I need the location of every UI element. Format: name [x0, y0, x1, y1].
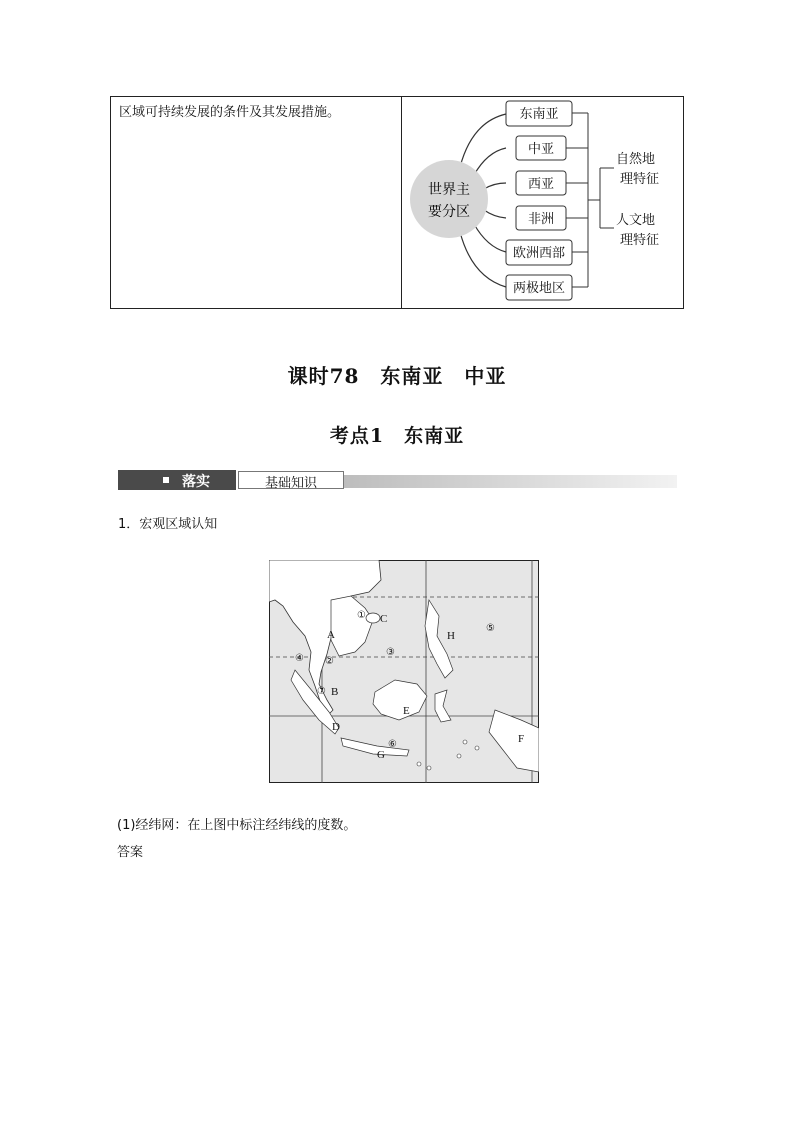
- region-central-asia: 中亚: [527, 141, 555, 156]
- map-number-7: ⑦: [317, 686, 326, 697]
- region-west-asia: 西亚: [527, 176, 555, 191]
- feature-human-1: 人文地: [616, 212, 656, 227]
- question-text: (1)经纬网：在上图中标注经纬线的度数。: [117, 818, 357, 833]
- map-label-h: H: [447, 630, 455, 642]
- item-heading: 1．宏观区域认知: [118, 517, 218, 532]
- summary-table: [110, 96, 684, 309]
- map-number-2: ②: [325, 656, 334, 667]
- map-number-3: ③: [386, 647, 395, 658]
- section-banner: [118, 470, 677, 490]
- region-southeast-asia: 东南亚: [519, 106, 559, 121]
- answer-label: 答案: [117, 845, 144, 860]
- hainan-island: [366, 613, 380, 623]
- hub-line-1: 世界主: [428, 181, 470, 197]
- table-left-text: 区域可持续发展的条件及其发展措施。: [119, 105, 341, 120]
- banner-light: [238, 471, 344, 489]
- map-label-f: F: [518, 733, 525, 745]
- hub-circle: [410, 160, 488, 238]
- banner-dark-label: 落实: [182, 474, 210, 490]
- map-label-d: D: [332, 721, 340, 733]
- map-label-g: G: [377, 749, 385, 761]
- map-number-4: ④: [295, 653, 304, 664]
- banner-dark: [118, 470, 236, 490]
- region-western-europe: 欧洲西部: [512, 245, 566, 260]
- lesson-title: 课时78 东南亚 中亚: [287, 364, 507, 388]
- feature-natural-1: 自然地: [616, 151, 656, 166]
- region-africa: 非洲: [527, 211, 555, 226]
- bracket-right: [600, 168, 614, 228]
- link-1: [460, 114, 506, 167]
- map-label-e: E: [403, 705, 410, 717]
- map-number-1: ①: [357, 610, 366, 621]
- feature-natural-2: 理特征: [620, 171, 660, 186]
- southeast-asia-map: [269, 560, 539, 783]
- map-label-a: A: [327, 629, 335, 641]
- map-label-c: C: [380, 613, 388, 625]
- feature-human-2: 理特征: [620, 232, 660, 247]
- world-regions-mindmap: [402, 97, 684, 308]
- banner-square-icon: [163, 477, 169, 483]
- hub-line-2: 要分区: [428, 203, 470, 219]
- section-title: 考点1 东南亚: [329, 425, 465, 447]
- banner-light-label: 基础知识: [264, 476, 317, 491]
- map-number-5: ⑤: [486, 623, 495, 634]
- link-4: [484, 210, 506, 218]
- map-number-6: ⑥: [388, 739, 397, 750]
- region-polar: 两极地区: [512, 280, 566, 295]
- link-6: [460, 232, 506, 287]
- banner-fade: [344, 475, 677, 488]
- map-label-b: B: [331, 686, 339, 698]
- link-2: [474, 148, 506, 175]
- link-3: [484, 183, 506, 189]
- link-5: [474, 224, 506, 252]
